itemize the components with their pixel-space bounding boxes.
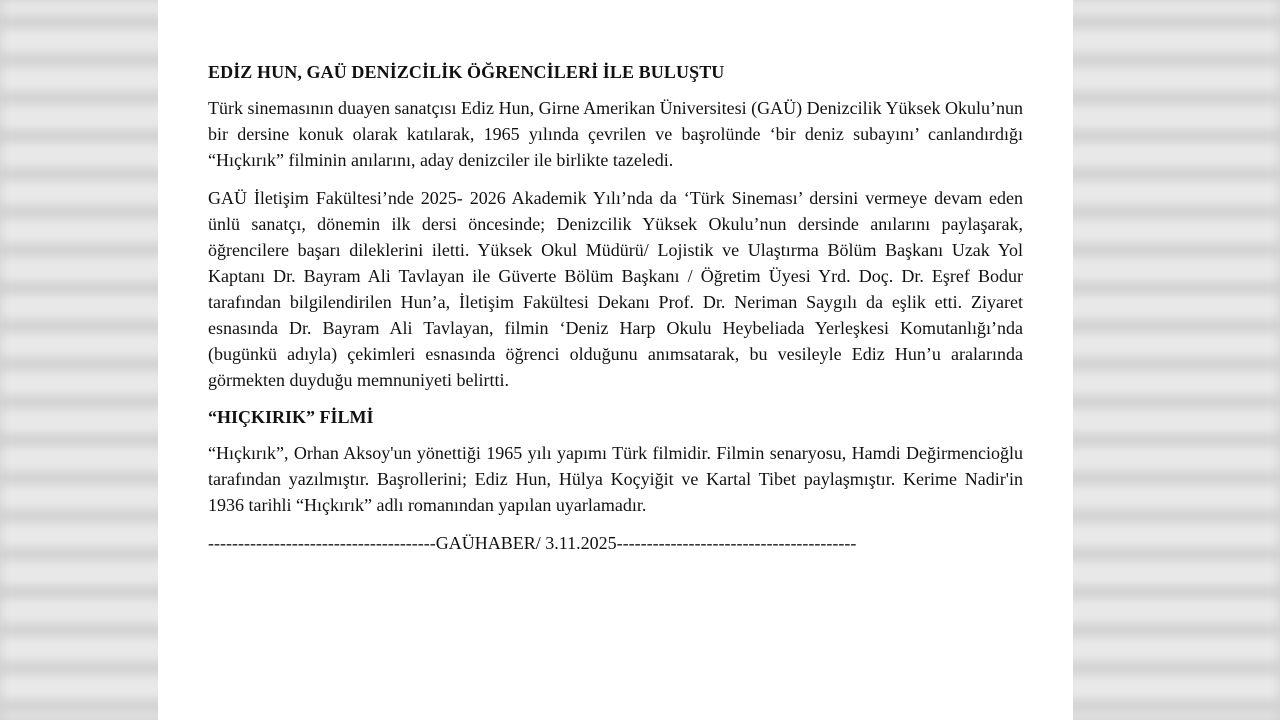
paragraph-film: “Hıçkırık”, Orhan Aksoy'un yönettiği 1965 yılı yapımı Türk filmidir. Filmin senaryosu, Hamdi Değirmencioğlu tarafından yazılmıştır. Başrollerini; Ediz Hun, Hülya Koçyiğit ve Kartal Tibet paylaşmıştır. Kerime Nadir'in 1936 tarihli “Hıçkırık” adlı romanından yapılan uyarlamadır. [208,443,1023,515]
paragraph-intro: Türk sinemasının duayen sanatçısı Ediz Hun, Girne Amerikan Üniversitesi (GAÜ) Denizcilik Yüksek Okulu’nun bir dersine konuk olarak katılarak, 1965 yılında çevrilen ve başrolünde ‘bir deniz subayını’ canlandırdığı “Hıçkırık” filminin anılarını, aday denizciler ile birlikte tazeledi. [208,98,1023,170]
paragraph-visit: GAÜ İletişim Fakültesi’nde 2025- 2026 Akademik Yılı’nda da ‘Türk Sineması’ dersini vermeye devam eden ünlü sanatçı, dönemin ilk dersi öncesinde; Denizcilik Yüksek Okulu’nun dersinde anılarını paylaşarak, öğrencilere başarı dileklerini iletti. Yüksek Okul Müdürü/ Lojistik ve Ulaştırma Bölüm Başkanı Uzak Yol Kaptanı Dr. Bayram Ali Tavlayan ile Güverte Bölüm Başkanı / Öğretim Üyesi Yrd. Doç. Dr. Eşref Bodur tarafından bilgilendirilen Hun’a, İletişim Fakültesi Dekanı Prof. Dr. Neriman Saygılı da eşlik etti. Ziyaret esnasında Dr. Bayram Ali Tavlayan, filmin ‘Deniz Harp Okulu Heybeliada Yerleşkesi Komutanlığı’nda (bugünkü adıyla) çekimleri esnasında öğrenci olduğunu anımsatarak, bu vesileyle Ediz Hun’u aralarında görmekten duyduğu memnuniyeti belirtti. [208,188,1023,390]
document-page [158,0,1073,720]
footer-source-line: --------------------------------------GAÜHABER/ 3.11.2025---------------------------------------- [208,533,857,553]
article-title: EDİZ HUN, GAÜ DENİZCİLİK ÖĞRENCİLERİ İLE BULUŞTU [208,62,725,82]
section-heading: “HIÇKIRIK” FİLMİ [208,407,374,427]
